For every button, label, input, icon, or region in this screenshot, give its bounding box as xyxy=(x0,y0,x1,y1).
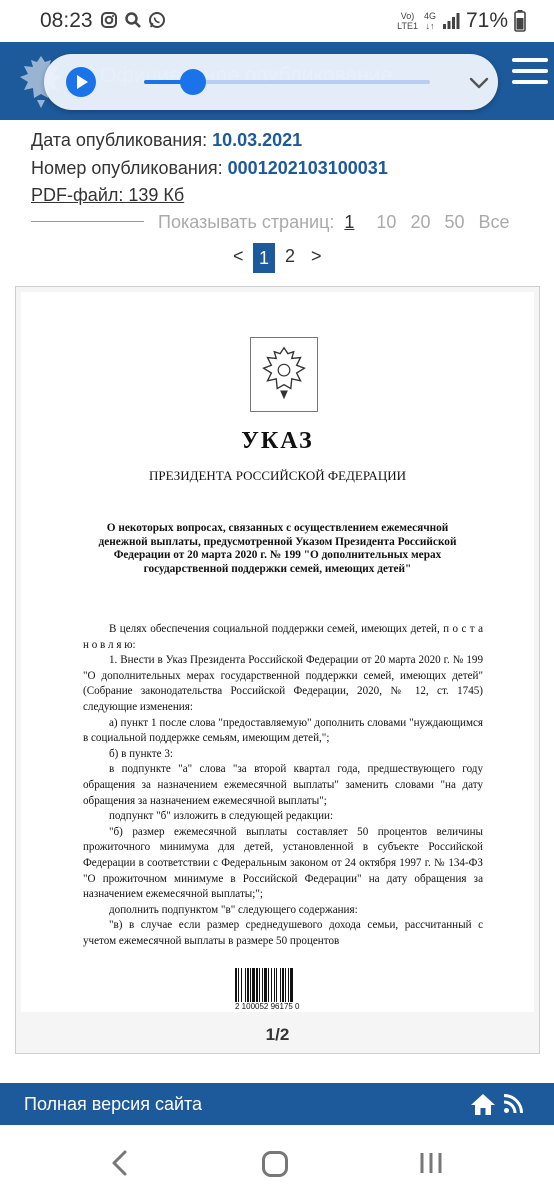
pages-per-view-label: Показывать страниц: xyxy=(158,212,335,232)
status-right xyxy=(397,9,526,33)
pages-option-50[interactable]: 50 xyxy=(444,212,465,232)
document-paragraph: "в) в случае если размер среднедушевого дохода семьи, рассчитанный с учетом ежемесячной выплаты в размере 50 процентов xyxy=(83,919,483,947)
menu-icon[interactable] xyxy=(512,58,548,88)
document-paragraph: В целях обеспечения социальной поддержки семей, имеющих детей, п о с т а н о в л я ю: xyxy=(83,623,483,651)
network-type-indicator: 4G ↓↑ xyxy=(423,11,436,31)
barcode-bar xyxy=(262,968,263,1002)
pages-option-all[interactable]: Все xyxy=(478,212,510,232)
pagination xyxy=(0,242,554,272)
signal-icon xyxy=(442,12,460,30)
status-bar xyxy=(0,0,554,42)
publication-date xyxy=(31,130,302,151)
chevron-down-icon[interactable] xyxy=(468,72,490,94)
system-nav-bar xyxy=(0,1125,554,1200)
rss-icon[interactable] xyxy=(503,1094,523,1114)
barcode-bar xyxy=(247,968,249,1002)
barcode-bar xyxy=(256,968,258,1002)
barcode-bar xyxy=(241,968,242,1002)
status-time: 08:23 xyxy=(40,9,93,32)
document-paragraph: а) пункт 1 после слова "предоставляемую" дополнить словами "нуждающимся в социальной поддержке семьям, имеющим детей,"; xyxy=(83,716,483,745)
document-paragraph: 1. Внести в Указ Президента Российской Федерации от 20 марта 2020 г. № 199 "О дополнительных мерах государственной поддержки семей, имеющих детей" (Собрание законодательства Российской Федерации, 2020, № 12, ст. 1745) следующие изменения: xyxy=(83,654,483,713)
back-icon[interactable] xyxy=(108,1149,132,1177)
barcode-bar xyxy=(274,968,275,1002)
progress-thumb[interactable] xyxy=(180,69,206,95)
home-button-icon[interactable] xyxy=(262,1151,288,1177)
barcode-bar xyxy=(259,968,260,1002)
battery-percent: 71% xyxy=(465,9,508,32)
pager-prev[interactable]: < xyxy=(233,246,244,266)
document-paragraph: "б) размер ежемесячной выплаты составляет 50 процентов величины прожиточного минимума для детей, установленной в субъекте Российской Федерации в соответствии с Федеральным законом от 24 октября 1997 г. № 134-ФЗ "О прожиточном минимуме в Российской Федерации" на дату обращения за назначением ежемесячной выплаты;"; xyxy=(83,825,483,901)
document-paragraph: в подпункте "а" слова "за второй квартал года, предшествующего году обращения за назначением ежемесячной выплаты" заменить словами "на дату обращения за назначением ежемесячной выплаты"; xyxy=(83,763,483,807)
audio-player xyxy=(44,54,498,110)
site-footer xyxy=(0,1083,554,1125)
pager-next[interactable]: > xyxy=(311,246,322,266)
full-version-link[interactable]: Полная версия сайта xyxy=(24,1094,203,1114)
pages-option-20[interactable]: 20 xyxy=(410,212,431,232)
number-label: Номер опубликования: xyxy=(31,158,223,178)
barcode-bar xyxy=(268,968,269,1002)
document-paragraph: подпункт "б" изложить в следующей редакции: xyxy=(109,810,334,823)
pages-option-10[interactable]: 10 xyxy=(376,212,397,232)
barcode-bar xyxy=(238,968,239,1002)
document-body xyxy=(83,622,483,949)
document-subtitle: ПРЕЗИДЕНТА РОССИЙСКОЙ ФЕДЕРАЦИИ xyxy=(149,468,406,483)
barcode-number: 2 100052 96175 0 xyxy=(235,1002,300,1011)
barcode-bar xyxy=(245,968,246,1002)
play-icon xyxy=(66,67,96,97)
document-page xyxy=(21,292,534,1012)
barcode-bar xyxy=(290,968,293,1002)
notification-icons xyxy=(100,11,166,29)
divider xyxy=(31,221,144,222)
barcode-bar xyxy=(250,968,251,1002)
barcode-icon xyxy=(235,964,321,1002)
pdf-link[interactable]: PDF-файл: 139 Кб xyxy=(31,185,185,205)
barcode-bar xyxy=(282,968,284,1002)
barcode-bar xyxy=(285,968,286,1002)
date-label: Дата опубликования: xyxy=(31,130,208,150)
number-value: 0001202103100031 xyxy=(227,158,388,178)
recent-apps-icon[interactable] xyxy=(418,1151,444,1175)
document-emblem-icon xyxy=(250,337,318,412)
pager-current[interactable]: 1 xyxy=(253,243,275,273)
document-paragraph: дополнить подпунктом "в" следующего содержания: xyxy=(109,903,358,916)
instagram-icon xyxy=(100,11,118,29)
barcode-bar xyxy=(235,968,237,1002)
barcode-bar xyxy=(271,968,272,1002)
pages-per-view xyxy=(158,212,510,233)
search-icon xyxy=(124,11,142,29)
barcode-bar xyxy=(264,968,267,1002)
barcode-bar xyxy=(252,968,255,1002)
document-paragraph: б) в пункте 3: xyxy=(109,747,173,760)
home-icon[interactable] xyxy=(470,1092,496,1116)
whatsapp-icon xyxy=(148,11,166,29)
publication-number xyxy=(31,158,388,179)
volte-indicator: Vo) LTE1 xyxy=(397,11,418,31)
document-title: УКАЗ xyxy=(241,428,314,454)
pages-option-1[interactable]: 1 xyxy=(344,212,355,232)
page-counter: 1/2 xyxy=(265,1025,290,1044)
pager-page-2[interactable]: 2 xyxy=(285,246,296,266)
document-heading: О некоторых вопросах, связанных с осуществлением ежемесячной денежной выплаты, предусмотренной Указом Президента Российской Федерации от 20 марта 2020 г. № 199 "О дополнительных мерах государственной поддержки семей, имеющих детей" xyxy=(98,522,457,575)
date-value: 10.03.2021 xyxy=(212,130,303,150)
barcode-bar xyxy=(288,968,289,1002)
battery-icon xyxy=(514,10,526,32)
barcode-bar xyxy=(280,968,281,1002)
barcode-bar xyxy=(276,968,277,1002)
document-viewer[interactable] xyxy=(15,286,540,1054)
play-button[interactable] xyxy=(66,67,96,97)
